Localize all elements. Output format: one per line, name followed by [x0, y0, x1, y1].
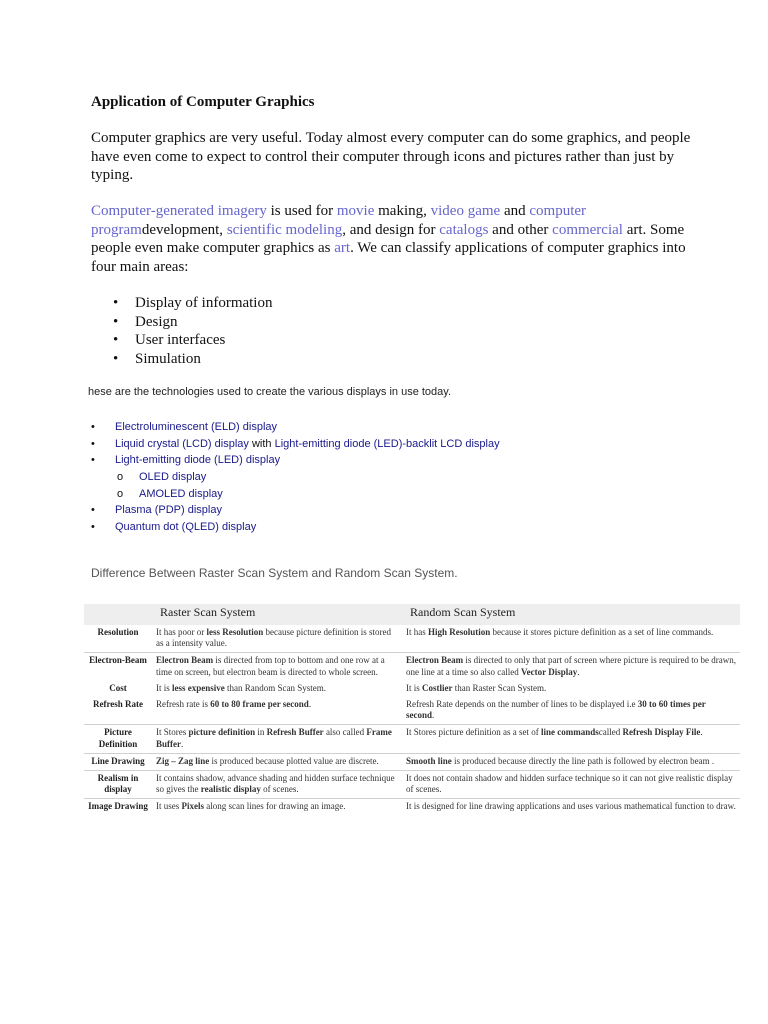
- list-item: [91, 436, 500, 453]
- random-cell: Smooth line is produced because directly the line path is followed by electron beam .: [402, 753, 740, 770]
- list-item: [91, 452, 500, 469]
- list-item-label: Display of information: [135, 295, 273, 311]
- text-segment: is used for: [266, 203, 337, 219]
- row-label-resolution: Resolution: [84, 625, 152, 653]
- link-led-backlit-display[interactable]: Light-emitting diode (LED)-backlit LCD display: [274, 437, 500, 450]
- row-label-cost: Cost: [109, 682, 127, 693]
- list-item: [113, 331, 272, 350]
- applications-paragraph: [91, 202, 691, 276]
- list-item-label: Design: [135, 313, 178, 330]
- bullet-icon: •: [91, 504, 95, 517]
- row-label-refresh-rate: Refresh Rate: [84, 697, 152, 725]
- text-segment: with: [248, 437, 275, 450]
- list-item: [91, 502, 500, 519]
- raster-cell: Electron Beam is directed from top to bottom and one row at a time on screen, but electron beam is directed to whole screen.: [156, 655, 385, 677]
- raster-cell: It contains shadow, advance shading and hidden surface technique so gives the realistic display of scenes.: [152, 771, 402, 799]
- sub-list-item: [91, 469, 500, 486]
- list-item: [91, 419, 500, 436]
- list-item-label: User interfaces: [135, 332, 226, 349]
- text-segment: and: [500, 203, 530, 219]
- table-row: [84, 625, 740, 653]
- bullet-icon: •: [91, 454, 95, 467]
- random-cell: It has High Resolution because it stores picture definition as a set of line commands.: [402, 625, 740, 653]
- bullet-icon: •: [91, 437, 95, 450]
- raster-cell: Zig – Zag line is produced because plotted value are discrete.: [152, 753, 402, 770]
- link-commercial[interactable]: commercial: [552, 221, 623, 238]
- row-label-picture-definition: Picture Definition: [84, 725, 152, 753]
- link-amoled-display[interactable]: AMOLED display: [139, 487, 223, 500]
- link-plasma-display[interactable]: Plasma (PDP) display: [115, 504, 222, 517]
- header-raster-scan: Raster Scan System: [152, 604, 402, 625]
- link-computer-program[interactable]: computer program: [91, 203, 587, 238]
- random-cell: It does not contain shadow and hidden surface technique so it can not give realistic display of scenes.: [402, 771, 740, 799]
- table-row: [84, 697, 740, 725]
- sub-bullet-icon: o: [117, 471, 124, 484]
- text-segment: and other: [488, 221, 553, 238]
- random-cell: Refresh Rate depends on the number of lines to be displayed i.e 30 to 60 times per second.: [402, 697, 740, 725]
- application-areas-list: [113, 294, 272, 368]
- link-computer-generated-imagery[interactable]: Computer-generated imagery: [91, 203, 267, 219]
- table-row: [84, 771, 740, 799]
- text-segment: . We can classify applications of computer graphics into four main areas:: [91, 240, 686, 275]
- bullet-icon: •: [113, 332, 119, 349]
- link-video-game[interactable]: video game: [430, 203, 501, 219]
- intro-paragraph: Computer graphics are very useful. Today almost every computer can do some graphics, and people have even come to expect to control their computer through icons and pictures rather than just by typing.: [91, 130, 691, 183]
- text-segment: making,: [374, 203, 431, 219]
- link-movie[interactable]: movie: [336, 203, 375, 219]
- bullet-icon: •: [113, 295, 119, 311]
- table-row: [84, 653, 740, 681]
- bullet-icon: •: [91, 521, 95, 534]
- bullet-icon: •: [91, 421, 95, 433]
- list-item: [113, 350, 272, 369]
- text-segment: art. Some people even make computer graphics as: [91, 221, 685, 256]
- table-row: [84, 753, 740, 770]
- random-cell: It Stores picture definition as a set of line commandscalled Refresh Display File.: [402, 725, 740, 753]
- display-technologies-list: [91, 419, 500, 536]
- raster-cell: It is less expensive than Random Scan System.: [156, 682, 327, 693]
- comparison-title: Difference Between Raster Scan System and Random Scan System.: [91, 566, 458, 580]
- row-label-image-drawing: Image Drawing: [88, 801, 148, 812]
- random-cell: It is designed for line drawing applications and uses various mathematical function to draw.: [406, 801, 736, 812]
- header-random-scan: Random Scan System: [402, 604, 740, 625]
- link-led-display[interactable]: Light-emitting diode (LED) display: [115, 454, 281, 467]
- header-corner: [84, 604, 152, 625]
- link-art[interactable]: art: [334, 240, 351, 256]
- table-row: [84, 681, 740, 697]
- random-cell: Electron Beam is directed to only that part of screen where picture is required to be drawn, one line at a time so also called Vector Display.: [406, 655, 736, 677]
- link-oled-display[interactable]: OLED display: [139, 471, 207, 484]
- link-scientific-modeling[interactable]: scientific modeling: [226, 221, 343, 238]
- bullet-icon: •: [113, 313, 119, 330]
- list-item-label: Simulation: [135, 350, 201, 367]
- table-header-row: [84, 604, 740, 625]
- row-label-line-drawing: Line Drawing: [84, 753, 152, 770]
- random-cell: It is Costlier than Raster Scan System.: [406, 682, 547, 693]
- comparison-table: [84, 604, 740, 816]
- raster-cell: It has poor or less Resolution because picture definition is stored as a intensity value.: [152, 625, 402, 653]
- raster-cell: It uses Pixels along scan lines for drawing an image.: [156, 801, 346, 812]
- raster-cell: It Stores picture definition in Refresh Buffer also called Frame Buffer.: [152, 725, 402, 753]
- bullet-icon: •: [113, 350, 119, 367]
- list-item: [91, 519, 500, 536]
- list-item: [113, 313, 272, 332]
- sub-list-item: [91, 486, 500, 503]
- table-row: [84, 725, 740, 753]
- sub-bullet-icon: o: [117, 487, 124, 500]
- row-label-electron-beam: Electron-Beam: [89, 655, 147, 666]
- link-qled-display[interactable]: Quantum dot (QLED) display: [115, 521, 257, 534]
- link-lcd-display[interactable]: Liquid crystal (LCD) display: [115, 437, 249, 450]
- list-item: [113, 294, 272, 313]
- raster-cell: Refresh rate is 60 to 80 frame per second.: [152, 697, 402, 725]
- text-segment: , and design for: [342, 221, 440, 238]
- page-title: Application of Computer Graphics: [91, 94, 315, 110]
- table-row: [84, 799, 740, 816]
- link-eld-display[interactable]: Electroluminescent (ELD) display: [115, 421, 278, 433]
- row-label-realism: Realism in display: [84, 771, 152, 799]
- link-catalogs[interactable]: catalogs: [439, 221, 489, 238]
- text-segment: development,: [141, 221, 227, 238]
- display-tech-intro: hese are the technologies used to create the various displays in use today.: [88, 386, 452, 398]
